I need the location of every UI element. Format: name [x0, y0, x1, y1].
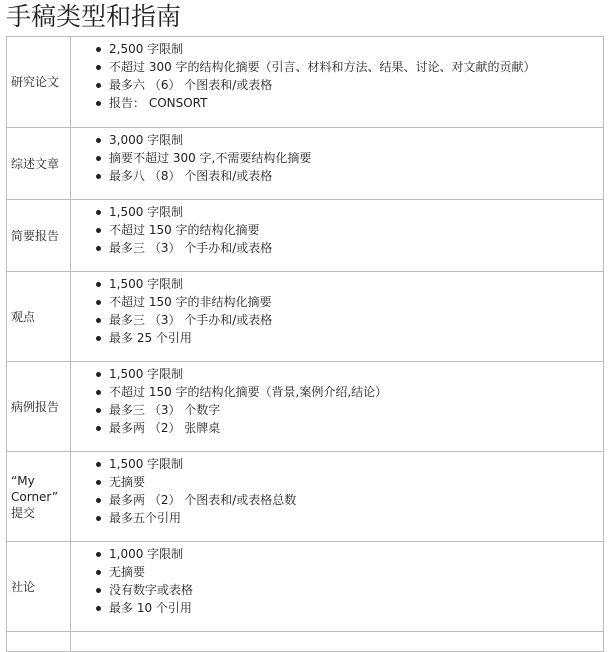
list-item: 报告： CONSORT — [109, 94, 603, 112]
requirements-list — [71, 545, 603, 617]
table-row — [7, 452, 604, 542]
manuscript-type: 综述文章 — [7, 128, 71, 200]
list-item: 1,500 字限制 — [109, 203, 603, 221]
requirements-list — [71, 203, 603, 257]
list-item: 1,500 字限制 — [109, 275, 603, 293]
requirements-list — [71, 275, 603, 347]
requirements-cell — [71, 37, 604, 128]
list-item: 不超过 150 字的结构化摘要 — [109, 221, 603, 239]
manuscript-type: 社论 — [7, 542, 71, 632]
table-row — [7, 37, 604, 128]
manuscript-guidelines-table — [6, 36, 604, 652]
manuscript-type: 研究论文 — [7, 37, 71, 128]
list-item: 最多五个引用 — [109, 509, 603, 527]
list-item: 最多 25 个引用 — [109, 329, 603, 347]
table-row — [7, 542, 604, 632]
requirements-list — [71, 365, 603, 437]
list-item: 最多两 （2） 张牌桌 — [109, 419, 603, 437]
list-item: 没有数字或表格 — [109, 581, 603, 599]
list-item: 最多两 （2） 个图表和/或表格总数 — [109, 491, 603, 509]
manuscript-type: 简要报告 — [7, 200, 71, 272]
list-item: 2,500 字限制 — [109, 40, 603, 58]
list-item: 摘要不超过 300 字,不需要结构化摘要 — [109, 149, 603, 167]
requirements-list — [71, 131, 603, 185]
table-row — [7, 200, 604, 272]
list-item: 不超过 150 字的非结构化摘要 — [109, 293, 603, 311]
list-item: 1,000 字限制 — [109, 545, 603, 563]
list-item: 最多三 （3） 个数字 — [109, 401, 603, 419]
list-item: 最多三 （3） 个手办和/或表格 — [109, 311, 603, 329]
requirements-cell — [71, 452, 604, 542]
table-row — [7, 128, 604, 200]
table-row — [7, 362, 604, 452]
manuscript-type: 观点 — [7, 272, 71, 362]
requirements-cell — [71, 362, 604, 452]
requirements-cell — [71, 542, 604, 632]
list-item: 最多三 （3） 个手办和/或表格 — [109, 239, 603, 257]
list-item: 最多八 （8） 个图表和/或表格 — [109, 167, 603, 185]
requirements-cell — [71, 272, 604, 362]
requirements-list — [71, 455, 603, 527]
requirements-cell — [71, 200, 604, 272]
requirements-cell — [71, 128, 604, 200]
list-item: 无摘要 — [109, 473, 603, 491]
manuscript-type: 病例报告 — [7, 362, 71, 452]
manuscript-type: “My Corner” 提交 — [7, 452, 71, 542]
list-item: 无摘要 — [109, 563, 603, 581]
list-item: 最多 10 个引用 — [109, 599, 603, 617]
list-item: 最多六 （6） 个图表和/或表格 — [109, 76, 603, 94]
list-item: 不超过 150 字的结构化摘要（背景,案例介绍,结论） — [109, 383, 603, 401]
list-item: 不超过 300 字的结构化摘要（引言、材料和方法、结果、讨论、对文献的贡献） — [109, 58, 603, 76]
list-item: 1,500 字限制 — [109, 455, 603, 473]
table-row — [7, 272, 604, 362]
list-item: 3,000 字限制 — [109, 131, 603, 149]
page-title: 手稿类型和指南 — [6, 2, 182, 31]
requirements-list — [71, 40, 603, 112]
list-item: 1,500 字限制 — [109, 365, 603, 383]
